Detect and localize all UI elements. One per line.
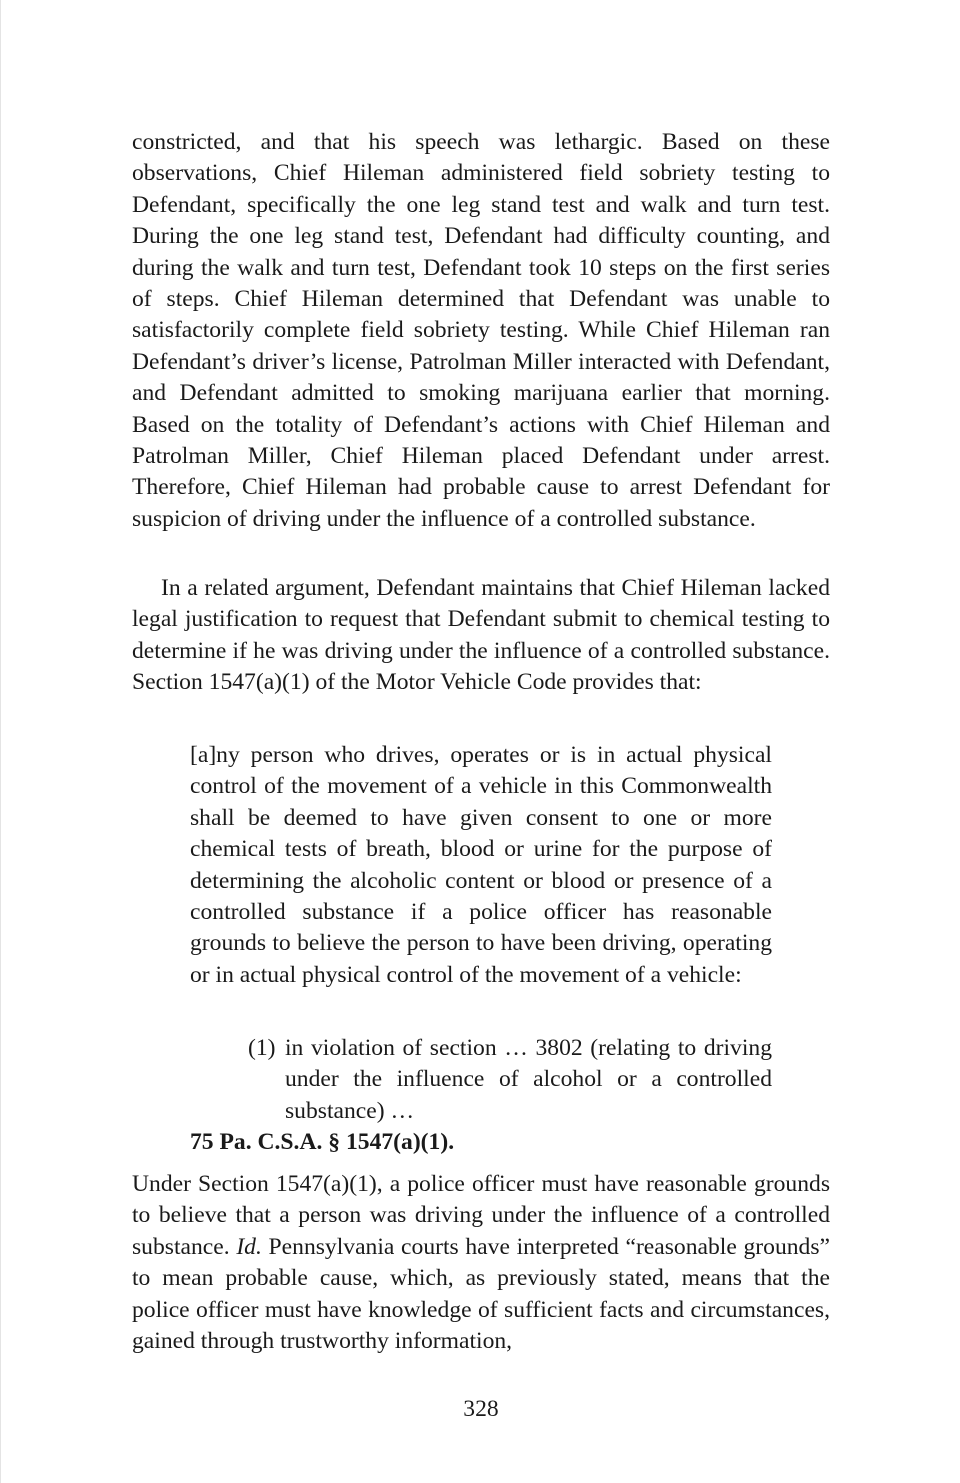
paragraph-reasonable-grounds — [132, 1169, 830, 1357]
statute-citation: 75 Pa. C.S.A. § 1547(a)(1). — [190, 1129, 455, 1155]
id-citation: Id. — [236, 1233, 262, 1260]
paragraph-probable-cause-facts: constricted, and that his speech was lethargic. Based on these observations, Chief Hileman administered field sobriety testing to Defendant, specifically the one leg stand test and walk and turn test. During the one leg stand test, Defendant had difficulty counting, and during the walk and turn test, Defendant took 10 steps on the first series of steps. Chief Hileman determined that Defendant was unable to satisfactorily complete field sobriety testing. While Chief Hileman ran Defendant’s driver’s license, Patrolman Miller interacted with Defendant, and Defendant admitted to smoking marijuana earlier that morning. Based on the totality of Defendant’s actions with Chief Hileman and Patrolman Miller, Chief Hileman placed Defendant under arrest. Therefore, Chief Hileman had probable cause to arrest Defendant for suspicion of driving under the influence of a controlled substance. — [132, 129, 830, 532]
paragraph-reasonable-grounds-part1: Under Section 1547(a)(1), a police officer must have reasonable grounds to believe that a person was driving under the influence of a controlled substance. — [132, 1171, 830, 1260]
statute-subsection-item — [248, 1033, 772, 1127]
paragraph-reasonable-grounds-part2: Pennsylvania courts have interpreted “reasonable grounds” to mean probable cause, which, as previously stated, means that the police officer must have knowledge of sufficient facts and circumstances, gained through trustworthy information, — [132, 1233, 830, 1355]
page-number: 328 — [463, 1396, 499, 1422]
statute-block-quote: [a]ny person who drives, operates or is in actual physical control of the movement of a vehicle in this Commonwealth shall be deemed to have given consent to one or more chemical tests of breath, blood or urine for the purpose of determining the alcoholic content or blood or presence of a controlled substance if a police officer has reasonable grounds to believe the person to have been driving, operating or in actual physical control of the movement of a vehicle: — [190, 742, 772, 988]
paragraph-chemical-testing-argument: In a related argument, Defendant maintains that Chief Hileman lacked legal justification to request that Defendant submit to chemical testing to determine if he was driving under the influence of a controlled substance. Section 1547(a)(1) of the Motor Vehicle Code provides that: — [132, 575, 830, 696]
subsection-text: in violation of section … 3802 (relating to driving under the influence of alcohol or a controlled substance) … — [285, 1035, 772, 1124]
subsection-number: (1) — [248, 1035, 276, 1061]
